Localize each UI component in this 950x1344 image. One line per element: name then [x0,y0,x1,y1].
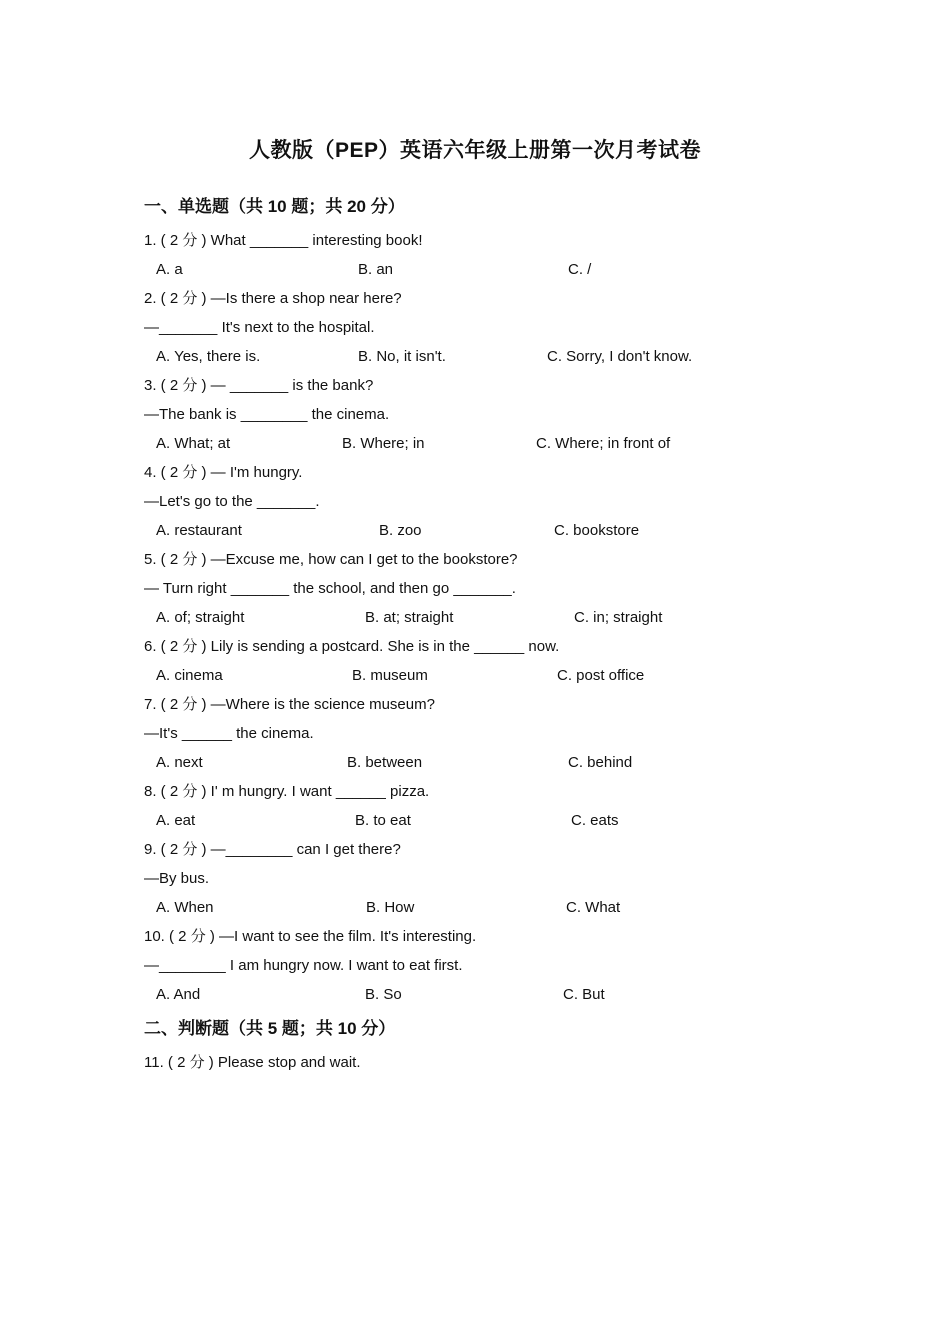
question-3-option-a: A. What; at [156,435,231,452]
question-7-text: 7. ( 2 分 ) —Where is the science museum? [144,696,435,713]
question-7-option-c: C. behind [568,754,633,771]
question-11-text: 11. ( 2 分 ) Please stop and wait. [144,1054,361,1071]
question-6-text: 6. ( 2 分 ) Lily is sending a postcard. She is in the ______ now. [144,638,560,655]
question-5-answer-line: — Turn right _______ the school, and then go _______. [144,580,516,597]
question-2-option-a: A. Yes, there is. [156,348,261,365]
section-heading-multiple-choice: 一、单选题（共 10 题；共 20 分） [144,197,405,216]
question-5-text: 5. ( 2 分 ) —Excuse me, how can I get to the bookstore? [144,551,518,568]
question-6-option-a: A. cinema [156,667,223,684]
question-2-text: 2. ( 2 分 ) —Is there a shop near here? [144,290,402,307]
question-3-answer-line: —The bank is ________ the cinema. [144,406,390,423]
question-9-answer-line: —By bus. [144,870,210,887]
question-2-option-c: C. Sorry, I don't know. [547,348,693,365]
question-9-option-c: C. What [566,899,621,916]
question-4-option-b: B. zoo [379,522,422,539]
question-6-option-b: B. museum [352,667,428,684]
question-8-option-b: B. to eat [355,812,411,829]
question-10-option-a: A. And [156,986,201,1003]
question-10-option-b: B. So [365,986,402,1003]
question-10-text: 10. ( 2 分 ) —I want to see the film. It's interesting. [144,928,477,945]
question-7-answer-line: —It's ______ the cinema. [144,725,314,742]
question-9-option-a: A. When [156,899,214,916]
question-4-text: 4. ( 2 分 ) — I'm hungry. [144,464,303,481]
question-6-option-c: C. post office [557,667,645,684]
question-1-option-b: B. an [358,261,394,278]
question-7-option-a: A. next [156,754,203,771]
question-9-option-b: B. How [366,899,415,916]
question-5-option-a: A. of; straight [156,609,245,626]
question-7-option-b: B. between [347,754,423,771]
question-3-option-b: B. Where; in [342,435,425,452]
question-10-option-c: C. But [563,986,605,1003]
question-8-option-c: C. eats [571,812,619,829]
question-8-option-a: A. eat [156,812,196,829]
question-9-text: 9. ( 2 分 ) —________ can I get there? [144,841,401,858]
question-1-text: 1. ( 2 分 ) What _______ interesting book! [144,232,423,249]
question-4-option-c: C. bookstore [554,522,640,539]
section-heading-true-false: 二、判断题（共 5 题；共 10 分） [144,1019,396,1038]
question-3-text: 3. ( 2 分 ) — _______ is the bank? [144,377,374,394]
question-1-option-c: C. / [568,261,592,278]
question-5-option-c: C. in; straight [574,609,663,626]
question-2-answer-line: —_______ It's next to the hospital. [144,319,375,336]
question-3-option-c: C. Where; in front of [536,435,671,452]
question-5-option-b: B. at; straight [365,609,454,626]
question-10-answer-line: —________ I am hungry now. I want to eat first. [144,957,463,974]
question-4-option-a: A. restaurant [156,522,242,539]
question-2-option-b: B. No, it isn't. [358,348,446,365]
question-1-option-a: A. a [156,261,183,278]
exam-title: 人教版（PEP）英语六年级上册第一次月考试卷 [248,139,702,162]
question-4-answer-line: —Let's go to the _______. [144,493,320,510]
question-8-text: 8. ( 2 分 ) I' m hungry. I want ______ pizza. [144,783,430,800]
